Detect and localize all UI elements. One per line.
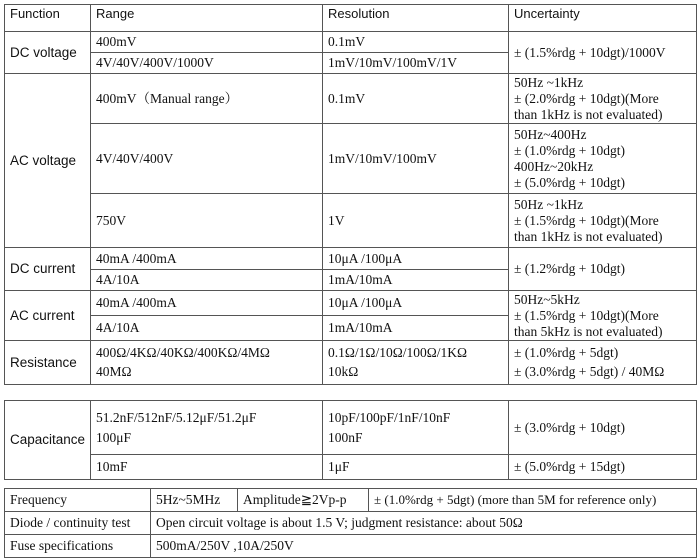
- range-cell: 4A/10A: [91, 316, 323, 341]
- table-row: [5, 291, 697, 316]
- resolution-cell: 1V: [323, 194, 509, 248]
- dc-current-label: DC current: [5, 248, 91, 291]
- header-function: Function: [5, 5, 91, 32]
- uncertainty-cell: ± (5.0%rdg + 15dgt): [509, 455, 697, 480]
- uncertainty-cell: [509, 194, 697, 248]
- range-cell: 4V/40V/400V: [91, 124, 323, 194]
- range-cell: 40mA /400mA: [91, 248, 323, 270]
- capacitance-label: Capacitance: [5, 401, 91, 480]
- resolution-cell: 1mA/10mA: [323, 316, 509, 341]
- range-cell: [91, 401, 323, 455]
- uncertainty-line: ± (1.0%rdg + 5dgt): [514, 345, 619, 360]
- uncertainty-line: ± (5.0%rdg + 10dgt): [514, 174, 626, 190]
- misc-specs-table: [4, 488, 697, 558]
- uncertainty-cell: ± (3.0%rdg + 10dgt): [509, 401, 697, 455]
- header-row: [5, 5, 697, 32]
- resolution-line: 100nF: [328, 429, 363, 445]
- uncertainty-line: ± (1.5%rdg + 10dgt)(More: [514, 307, 659, 323]
- uncertainty-cell: [509, 291, 697, 341]
- dc-voltage-label: DC voltage: [5, 32, 91, 74]
- uncertainty-line: than 5kHz is not evaluated): [514, 323, 663, 339]
- resolution-cell: 1μF: [323, 455, 509, 480]
- ac-current-label: AC current: [5, 291, 91, 341]
- range-line: 100μF: [96, 429, 131, 445]
- range-cell: [91, 341, 323, 385]
- header-uncertainty: Uncertainty: [509, 5, 697, 32]
- ac-voltage-label: AC voltage: [5, 74, 91, 248]
- resolution-cell: 0.1mV: [323, 74, 509, 124]
- resistance-label: Resistance: [5, 341, 91, 385]
- table-row: [5, 248, 697, 270]
- fuse-value: 500mA/250V ,10A/250V: [151, 535, 697, 558]
- table-row: [5, 74, 697, 124]
- uncertainty-line: ± (3.0%rdg + 5dgt) / 40MΩ: [514, 364, 665, 379]
- fuse-label: Fuse specifications: [5, 535, 151, 558]
- uncertainty-line: 400Hz~20kHz: [514, 158, 594, 174]
- uncertainty-line: than 1kHz is not evaluated): [514, 106, 663, 122]
- resolution-cell: 1mV/10mV/100mV: [323, 124, 509, 194]
- resolution-cell: [323, 341, 509, 385]
- uncertainty-cell: [509, 248, 697, 291]
- header-resolution: Resolution: [323, 5, 509, 32]
- diode-value: Open circuit voltage is about 1.5 V; judgment resistance: about 50Ω: [151, 512, 697, 535]
- resolution-cell: 10μA /100μA: [323, 248, 509, 270]
- table-row: [5, 194, 697, 248]
- uncertainty-line: ± (1.2%rdg + 10dgt): [514, 261, 626, 276]
- table-row: [5, 124, 697, 194]
- resolution-cell: [323, 401, 509, 455]
- resolution-cell: 1mV/10mV/100mV/1V: [323, 53, 509, 74]
- uncertainty-cell: [509, 124, 697, 194]
- table-row: [5, 341, 697, 385]
- uncertainty-line: ± (2.0%rdg + 10dgt)(More: [514, 90, 659, 106]
- uncertainty-cell: [509, 341, 697, 385]
- spec-table: [4, 4, 697, 385]
- uncertainty-line: 50Hz~400Hz: [514, 126, 587, 142]
- table-row: [5, 455, 697, 480]
- uncertainty-line: than 1kHz is not evaluated): [514, 228, 663, 244]
- range-cell: 4V/40V/400V/1000V: [91, 53, 323, 74]
- resolution-cell: 1mA/10mA: [323, 270, 509, 291]
- resolution-line: 10pF/100pF/1nF/10nF: [328, 409, 451, 425]
- capacitance-table: [4, 400, 697, 480]
- uncertainty-line: 50Hz~5kHz: [514, 291, 580, 307]
- range-cell: 400mV（Manual range）: [91, 74, 323, 124]
- table-row: [5, 401, 697, 455]
- resolution-line: 0.1Ω/1Ω/10Ω/100Ω/1KΩ: [328, 345, 468, 360]
- resolution-line: 10kΩ: [328, 364, 359, 379]
- table-row: [5, 32, 697, 53]
- table-row: [5, 489, 697, 512]
- range-line: 400Ω/4KΩ/40KΩ/400KΩ/4MΩ: [96, 345, 270, 360]
- range-cell: 750V: [91, 194, 323, 248]
- frequency-amplitude: Amplitude≧2Vp-p: [238, 489, 369, 512]
- uncertainty-cell: [509, 32, 697, 74]
- resolution-cell: 10μA /100μA: [323, 291, 509, 316]
- frequency-label: Frequency: [5, 489, 151, 512]
- range-cell: 400mV: [91, 32, 323, 53]
- range-cell: 40mA /400mA: [91, 291, 323, 316]
- uncertainty-line: ± (1.0%rdg + 10dgt): [514, 142, 626, 158]
- frequency-uncertainty: ± (1.0%rdg + 5dgt) (more than 5M for reference only): [369, 489, 697, 512]
- uncertainty-line: 50Hz ~1kHz: [514, 74, 584, 90]
- resolution-cell: 0.1mV: [323, 32, 509, 53]
- range-cell: 4A/10A: [91, 270, 323, 291]
- range-line: 51.2nF/512nF/5.12μF/51.2μF: [96, 409, 257, 425]
- uncertainty-line: 50Hz ~1kHz: [514, 196, 584, 212]
- uncertainty-line: ± (1.5%rdg + 10dgt)(More: [514, 212, 659, 228]
- range-line: 40MΩ: [96, 364, 132, 379]
- header-range: Range: [91, 5, 323, 32]
- uncertainty-cell: [509, 74, 697, 124]
- range-cell: 10mF: [91, 455, 323, 480]
- table-row: [5, 512, 697, 535]
- frequency-range: 5Hz~5MHz: [151, 489, 238, 512]
- uncertainty-line: ± (1.5%rdg + 10dgt)/1000V: [514, 44, 666, 60]
- table-row: [5, 535, 697, 558]
- diode-label: Diode / continuity test: [5, 512, 151, 535]
